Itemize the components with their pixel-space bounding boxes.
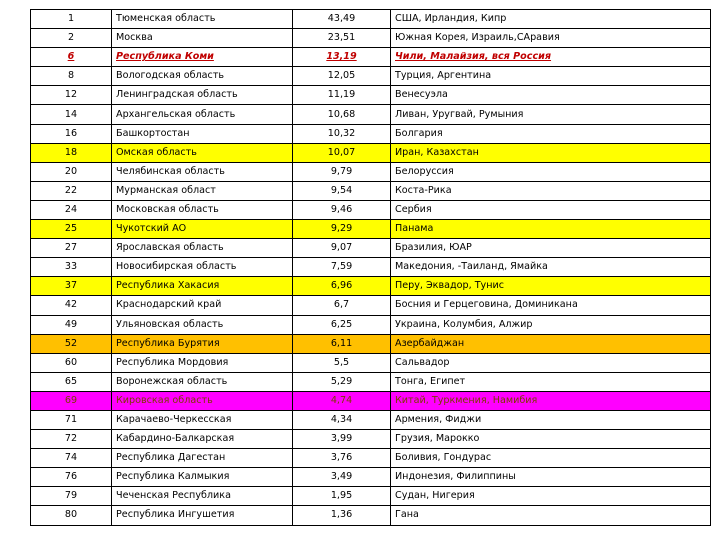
table-row xyxy=(31,10,711,29)
countries-cell: Болгария xyxy=(391,124,711,143)
countries-cell: Индонезия, Филиппины xyxy=(391,468,711,487)
table-row xyxy=(31,86,711,105)
value-cell: 10,07 xyxy=(293,143,391,162)
table-row xyxy=(31,48,711,67)
rank-cell: 6 xyxy=(31,48,112,67)
rank-cell: 8 xyxy=(31,67,112,86)
region-cell: Башкортостан xyxy=(112,124,293,143)
table-row xyxy=(31,181,711,200)
value-cell: 6,25 xyxy=(293,315,391,334)
rank-cell: 2 xyxy=(31,29,112,48)
region-cell: Мурманская област xyxy=(112,181,293,200)
value-cell: 9,29 xyxy=(293,220,391,239)
table-row xyxy=(31,124,711,143)
value-cell: 3,99 xyxy=(293,430,391,449)
value-cell: 5,29 xyxy=(293,372,391,391)
rank-cell: 74 xyxy=(31,449,112,468)
rank-cell: 71 xyxy=(31,410,112,429)
countries-cell: США, Ирландия, Кипр xyxy=(391,10,711,29)
region-cell: Краснодарский край xyxy=(112,296,293,315)
value-cell: 10,68 xyxy=(293,105,391,124)
value-cell: 6,11 xyxy=(293,334,391,353)
countries-cell: Босния и Герцеговина, Доминикана xyxy=(391,296,711,315)
rank-cell: 79 xyxy=(31,487,112,506)
region-cell: Ленинградская область xyxy=(112,86,293,105)
rank-cell: 72 xyxy=(31,430,112,449)
rank-cell: 37 xyxy=(31,277,112,296)
countries-cell: Судан, Нигерия xyxy=(391,487,711,506)
region-cell: Москва xyxy=(112,29,293,48)
rank-cell: 22 xyxy=(31,181,112,200)
value-cell: 9,07 xyxy=(293,239,391,258)
region-cell: Новосибирская область xyxy=(112,258,293,277)
countries-cell: Ливан, Уругвай, Румыния xyxy=(391,105,711,124)
rank-cell: 12 xyxy=(31,86,112,105)
region-cell: Республика Хакасия xyxy=(112,277,293,296)
value-cell: 4,74 xyxy=(293,391,391,410)
table-row xyxy=(31,105,711,124)
region-cell: Ульяновская область xyxy=(112,315,293,334)
table-row xyxy=(31,143,711,162)
countries-cell: Коста-Рика xyxy=(391,181,711,200)
value-cell: 6,96 xyxy=(293,277,391,296)
region-cell: Омская область xyxy=(112,143,293,162)
value-cell: 9,46 xyxy=(293,200,391,219)
rank-cell: 20 xyxy=(31,162,112,181)
table-row xyxy=(31,162,711,181)
rank-cell: 60 xyxy=(31,353,112,372)
countries-cell: Азербайджан xyxy=(391,334,711,353)
countries-cell: Китай, Туркмения, Намибия xyxy=(391,391,711,410)
rank-cell: 69 xyxy=(31,391,112,410)
value-cell: 10,32 xyxy=(293,124,391,143)
value-cell: 1,95 xyxy=(293,487,391,506)
value-cell: 9,54 xyxy=(293,181,391,200)
value-cell: 11,19 xyxy=(293,86,391,105)
table-row xyxy=(31,449,711,468)
rank-cell: 25 xyxy=(31,220,112,239)
value-cell: 6,7 xyxy=(293,296,391,315)
rank-cell: 14 xyxy=(31,105,112,124)
value-cell: 4,34 xyxy=(293,410,391,429)
countries-cell: Сербия xyxy=(391,200,711,219)
value-cell: 12,05 xyxy=(293,67,391,86)
value-cell: 5,5 xyxy=(293,353,391,372)
countries-cell: Панама xyxy=(391,220,711,239)
countries-cell: Чили, Малайзия, вся Россия xyxy=(391,48,711,67)
rank-cell: 65 xyxy=(31,372,112,391)
countries-cell: Сальвадор xyxy=(391,353,711,372)
region-cell: Ярославская область xyxy=(112,239,293,258)
region-cell: Вологодская область xyxy=(112,67,293,86)
countries-cell: Перу, Эквадор, Тунис xyxy=(391,277,711,296)
table-row xyxy=(31,258,711,277)
rank-cell: 80 xyxy=(31,506,112,525)
table-row xyxy=(31,277,711,296)
region-cell: Республика Коми xyxy=(112,48,293,67)
table-row xyxy=(31,67,711,86)
table-body xyxy=(31,10,711,526)
countries-cell: Бразилия, ЮАР xyxy=(391,239,711,258)
countries-cell: Украина, Колумбия, Алжир xyxy=(391,315,711,334)
rank-cell: 33 xyxy=(31,258,112,277)
value-cell: 9,79 xyxy=(293,162,391,181)
countries-cell: Боливия, Гондурас xyxy=(391,449,711,468)
value-cell: 23,51 xyxy=(293,29,391,48)
region-cell: Республика Бурятия xyxy=(112,334,293,353)
rank-cell: 24 xyxy=(31,200,112,219)
rank-cell: 16 xyxy=(31,124,112,143)
table-row xyxy=(31,410,711,429)
rank-cell: 52 xyxy=(31,334,112,353)
value-cell: 13,19 xyxy=(293,48,391,67)
value-cell: 3,76 xyxy=(293,449,391,468)
table-row xyxy=(31,315,711,334)
countries-cell: Белоруссия xyxy=(391,162,711,181)
region-cell: Республика Мордовия xyxy=(112,353,293,372)
table-row xyxy=(31,29,711,48)
countries-cell: Южная Корея, Израиль,САравия xyxy=(391,29,711,48)
countries-cell: Македония, -Таиланд, Ямайка xyxy=(391,258,711,277)
region-cell: Республика Калмыкия xyxy=(112,468,293,487)
value-cell: 3,49 xyxy=(293,468,391,487)
countries-cell: Армения, Фиджи xyxy=(391,410,711,429)
rank-cell: 42 xyxy=(31,296,112,315)
region-cell: Чукотский АО xyxy=(112,220,293,239)
table-row xyxy=(31,334,711,353)
value-cell: 7,59 xyxy=(293,258,391,277)
rank-cell: 18 xyxy=(31,143,112,162)
rank-cell: 1 xyxy=(31,10,112,29)
countries-cell: Грузия, Марокко xyxy=(391,430,711,449)
table-row xyxy=(31,372,711,391)
region-cell: Архангельская область xyxy=(112,105,293,124)
table-row xyxy=(31,391,711,410)
table-row xyxy=(31,220,711,239)
region-cell: Кабардино-Балкарская xyxy=(112,430,293,449)
region-cell: Московская область xyxy=(112,200,293,219)
rank-cell: 76 xyxy=(31,468,112,487)
table-row xyxy=(31,296,711,315)
countries-cell: Иран, Казахстан xyxy=(391,143,711,162)
table-row xyxy=(31,200,711,219)
region-cell: Челябинская область xyxy=(112,162,293,181)
countries-cell: Тонга, Египет xyxy=(391,372,711,391)
table-row xyxy=(31,430,711,449)
table-row xyxy=(31,487,711,506)
rank-cell: 27 xyxy=(31,239,112,258)
region-cell: Тюменская область xyxy=(112,10,293,29)
countries-cell: Гана xyxy=(391,506,711,525)
countries-cell: Венесуэла xyxy=(391,86,711,105)
region-cell: Воронежская область xyxy=(112,372,293,391)
table-row xyxy=(31,468,711,487)
table-row xyxy=(31,353,711,372)
region-cell: Карачаево-Черкесская xyxy=(112,410,293,429)
region-cell: Республика Дагестан xyxy=(112,449,293,468)
table-row xyxy=(31,506,711,525)
region-ranking-table xyxy=(30,9,711,526)
rank-cell: 49 xyxy=(31,315,112,334)
region-cell: Чеченская Республика xyxy=(112,487,293,506)
countries-cell: Турция, Аргентина xyxy=(391,67,711,86)
table-row xyxy=(31,239,711,258)
value-cell: 1,36 xyxy=(293,506,391,525)
region-cell: Республика Ингушетия xyxy=(112,506,293,525)
region-cell: Кировская область xyxy=(112,391,293,410)
value-cell: 43,49 xyxy=(293,10,391,29)
